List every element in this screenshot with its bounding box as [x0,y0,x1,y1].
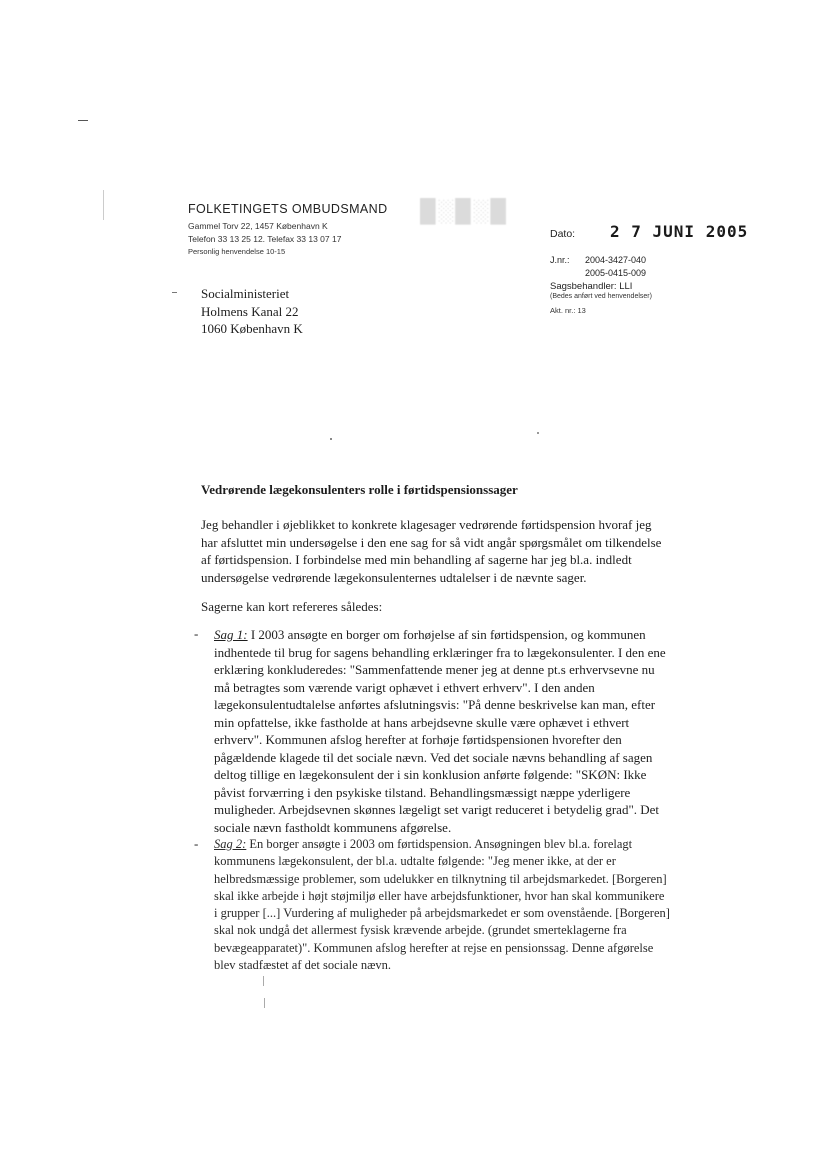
letter-subject: Vedrørende lægekonsulenters rolle i førtidspensionssager [201,482,518,497]
scan-mark [263,976,264,986]
journal-number-1: 2004-3427-040 [585,255,647,265]
journal-number-2: 2005-0415-009 [585,268,647,278]
journal-number-label: J.nr.: [550,255,570,265]
scan-mark [103,190,104,220]
case-1-text: I 2003 ansøgte en borger om forhøjelse af sin førtidspension, og kommunen indhentede til brug for sagens behandling erklæringer fra to lægekonsulenter. I den ene erklæring konkluderedes: "Sammenfattende mener jeg at denne pt.s erhvervsevne nu må betragtes som værende varigt ophævet i ethvert erhverv". I den anden lægekonsulentudtalelse anførtes afslutningsvis: "På denne beskrivelse kan man, efter min opfattelse, ikke fastholde at hans arbejdsevne skulle være ophævet i ethvert erhverv". Kommunen afslog herefter at forhøje førtidspensionen hvorefter den pågældende klagede til det sociale nævn. Ved det sociale nævns behandling af sagen deltog tillige en lægekonsulent der i sin konklusion anførte følgende: "SKØN: Ikke påvist forværring i den psykiske tilstand. Behandlingsmæssigt næppe yderligere muligheder. Arbejdsevnen skønnes lægeligt set varigt reduceret i betydelig grad". Det sociale nævn fastholdt kommunens afgørelse. [214,627,666,835]
scan-mark [78,120,88,121]
case-handler-note: (Bedes anført ved henvendelser) [550,293,652,300]
letterhead-hours: Personlig henvendelse 10-15 [188,247,286,256]
letterhead-organization: FOLKETINGETS OMBUDSMAND [188,202,388,216]
file-number: Akt. nr.: 13 [550,306,586,315]
bullet-marker: - [194,836,199,851]
recipient-address [201,285,303,338]
case-2-paragraph [214,836,670,974]
letterhead-address: Gammel Torv 22, 1457 København K [188,221,328,231]
scan-mark [330,438,332,440]
date-label: Dato: [550,228,576,240]
scan-mark [264,998,265,1008]
scan-mark [537,432,539,434]
intro-paragraph: Jeg behandler i øjeblikket to konkrete klagesager vedrørende førtidspension hvoraf jeg har afsluttet min undersøgelse i den ene sag for så vidt angår spørgsmålet om tilkendelse af førtidspension. I forbindelse med min behandling af sagerne har jeg bl.a. indledt undersøgelse vedrørende lægekonsulenternes udtalelser i de nævnte sager. [201,517,662,585]
recipient-line: Socialministeriet [201,286,290,301]
date-stamp: 2 7 JUNI 2005 [610,222,749,241]
case-1-label: Sag 1: [214,627,248,642]
case-handler: Sagsbehandler: LLI [550,281,633,292]
recipient-line: Holmens Kanal 22 [201,303,299,319]
letterhead-phone: Telefon 33 13 25 12. Telefax 33 13 07 17 [188,234,342,244]
case-2-label: Sag 2: [214,837,247,851]
case-2-text: En borger ansøgte i 2003 om førtidspension. Ansøgningen blev bl.a. forelagt kommunens lægekonsulent, der bl.a. udtalte følgende: "Jeg mener ikke, at der er helbredsmæssige problemer, som udelukker en tilknytning til arbejdsmarkedet. [Borgeren] skal ikke arbejde i højt støjmiljø eller have arbejdsfunktioner, hvor han skal kommunikere i grupper [...] Vurdering af muligheder på arbejdsmarkedet er som ovenstående. [Borgeren] skal nok undgå det allermest fysisk krævende arbejde. (grundet smerteklagerne fra bevægeapparatet)". Kommunen afslog herefter at rejse en pensionssag. Denne afgørelse blev stadfæstet af det sociale nævn. [214,837,670,973]
recipient-line: 1060 København K [201,321,303,336]
received-stamp: █░█░█ [420,198,508,223]
case-1-paragraph [214,626,670,836]
bullet-marker: - [194,626,199,641]
scan-mark [172,292,177,293]
lead-paragraph: Sagerne kan kort refereres således: [201,599,383,614]
